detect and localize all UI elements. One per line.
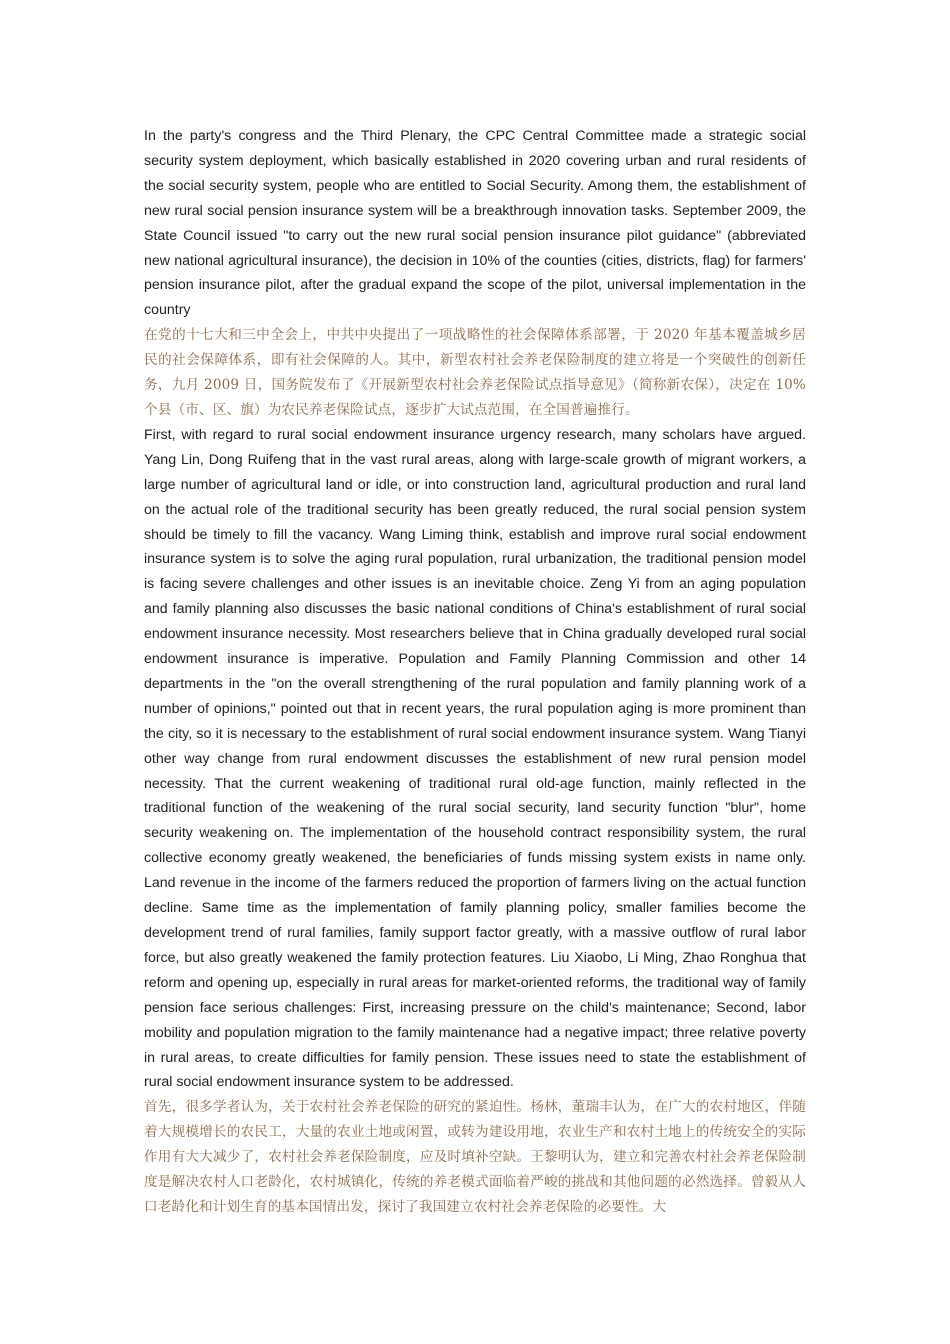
paragraph-chinese-literature-review: 首先，很多学者认为，关于农村社会养老保险的研究的紧迫性。杨林，董瑞丰认为，在广大的农村地区，伴随着大规模增长的农民工，大量的农业土地或闲置，或转为建设用地，农业生产和农村土地上的传统安全的实际作用有大大减少了，农村社会养老保险制度，应及时填补空缺。王黎明认为，建立和完善农村社会养老保险制度是解决农村人口老龄化，农村城镇化，传统的养老模式面临着严峻的挑战和其他问题的必然选择。曾毅从人口老龄化和计划生育的基本国情出发，探讨了我国建立农村社会养老保险的必要性。大 xyxy=(144,1099,806,1215)
paragraph-english-intro: In the party's congress and the Third Plenary, the CPC Central Committee made a strategic social security system deployment, which basically established in 2020 covering urban and rural residents of the social security system, people who are entitled to Social Security. Among them, the establishment of new rural social pension insurance system will be a breakthrough innovation tasks. September 2009, the State Council issued "to carry out the new rural social pension insurance pilot guidance" (abbreviated new national agricultural insurance), the decision in 10% of the counties (cities, districts, flag) for farmers' pension insurance pilot, after the gradual expand the scope of the pilot, universal implementation in the country xyxy=(144,128,806,319)
paragraph-english-literature-review: First, with regard to rural social endowment insurance urgency research, many scholars have argued. Yang Lin, Dong Ruifeng that in the vast rural areas, along with large-scale growth of migrant workers, a large number of agricultural land or idle, or into construction land, agricultural production and rural land on the actual role of the traditional security has been greatly reduced, the rural social pension system should be timely to fill the vacancy. Wang Liming think, establish and improve rural social endowment insurance system is to solve the aging rural population, rural urbanization, the traditional pension model is facing severe challenges and other issues is an inevitable choice. Zeng Yi from an aging population and family planning also discusses the basic national conditions of China's establishment of rural social endowment insurance necessity. Most researchers believe that in China gradually developed rural social endowment insurance is imperative. Population and Family Planning Commission and other 14 departments in the "on the overall strengthening of the rural population and family planning work of a number of opinions," pointed out that in recent years, the rural population aging is more prominent than the city, so it is necessary to the establishment of rural social endowment insurance system. Wang Tianyi other way change from rural endowment discusses the establishment of new rural pension model necessity. That the current weakening of traditional rural old-age function, mainly reflected in the traditional function of the weakening of the rural social security, land security function "blur", home security weakening on. The implementation of the household contract responsibility system, the rural collective economy greatly weakened, the beneficiaries of funds missing system exists in name only. Land revenue in the income of the farmers reduced the proportion of farmers living on the actual function decline. Same time as the implementation of family planning policy, smaller families become the development trend of rural families, family support factor greatly, with a massive outflow of rural labor force, but also greatly weakened the family protection features. Liu Xiaobo, Li Ming, Zhao Ronghua that reform and opening up, especially in rural areas for market-oriented reforms, the traditional way of family pension face serious challenges: First, increasing pressure on the child's maintenance; Second, labor mobility and population migration to the family maintenance had a negative impact; three relative poverty in rural areas, to create difficulties for family pension. These issues need to state the establishment of rural social endowment insurance system to be addressed. xyxy=(144,426,806,1091)
document-body xyxy=(144,124,806,1220)
paragraph-chinese-intro: 在党的十七大和三中全会上，中共中央提出了一项战略性的社会保障体系部署，于 2020 年基本覆盖城乡居民的社会保障体系，即有社会保障的人。其中，新型农村社会养老保险制度的建立将是一个突破性的创新任务，九月 2009 日，国务院发布了《开展新型农村社会养老保险试点指导意见》（简称新农保），决定在 10%个县（市、区、旗）为农民养老保险试点，逐步扩大试点范围，在全国普遍推行。 xyxy=(144,327,806,418)
